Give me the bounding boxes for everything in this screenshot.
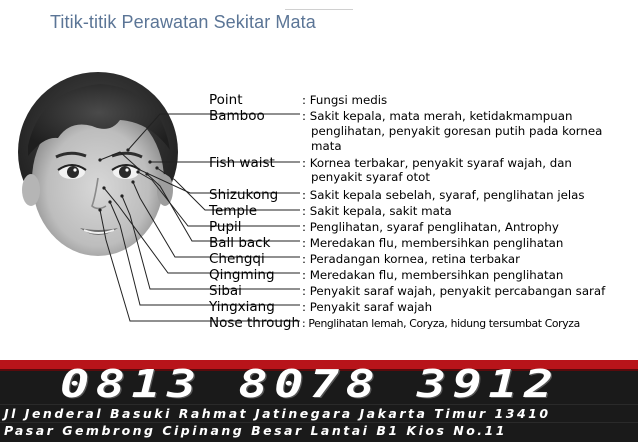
top-divider bbox=[285, 9, 353, 10]
point-desc: : Penglihatan lemah, Coryza, hidung tersumbat Coryza bbox=[302, 317, 580, 330]
point-desc: : Penglihatan, syaraf penglihatan, Antrophy bbox=[302, 220, 559, 234]
point-name: Fish waist bbox=[209, 155, 275, 171]
point-desc: : Meredakan flu, membersihkan penglihatan bbox=[302, 268, 564, 282]
phone-number: 0813 8078 3912 bbox=[60, 362, 560, 406]
address-line-1: Jl Jenderal Basuki Rahmat Jatinegara Jakarta Timur 13410 bbox=[4, 406, 551, 421]
point-desc-continued: mata bbox=[311, 139, 342, 153]
point-name: Nose through bbox=[209, 315, 301, 331]
face-illustration bbox=[0, 60, 210, 270]
point-desc: : Penyakit saraf wajah bbox=[302, 300, 433, 314]
point-name: Pupil bbox=[209, 219, 242, 235]
point-desc: : Sakit kepala, mata merah, ketidakmampuan bbox=[302, 109, 573, 123]
point-name: Qingming bbox=[209, 267, 275, 283]
point-name: Temple bbox=[209, 203, 258, 219]
point-name: Yingxiang bbox=[209, 299, 275, 315]
point-name: Chengqi bbox=[209, 251, 265, 267]
point-name: Sibai bbox=[209, 283, 242, 299]
point-desc: : Meredakan flu, membersihkan penglihatan bbox=[302, 236, 564, 250]
point-name: Bamboo bbox=[209, 108, 265, 124]
header-point: Point bbox=[209, 92, 243, 108]
point-name: Shizukong bbox=[209, 187, 279, 203]
point-desc: : Sakit kepala, sakit mata bbox=[302, 204, 452, 218]
header-function: : Fungsi medis bbox=[302, 93, 388, 107]
address-line-2: Pasar Gembrong Cipinang Besar Lantai B1 Kios No.11 bbox=[4, 423, 507, 438]
point-desc-continued: penglihatan, penyakit goresan putih pada kornea bbox=[311, 124, 603, 138]
point-desc: : Peradangan kornea, retina terbakar bbox=[302, 252, 520, 266]
page-title: Titik-titik Perawatan Sekitar Mata bbox=[50, 12, 316, 32]
point-name: Ball back bbox=[209, 235, 271, 251]
point-desc: : Sakit kepala sebelah, syaraf, penglihatan jelas bbox=[302, 188, 585, 202]
point-desc: : Kornea terbakar, penyakit syaraf wajah, dan bbox=[302, 156, 572, 170]
contact-banner bbox=[0, 360, 638, 442]
point-desc-continued: penyakit syaraf otot bbox=[311, 170, 430, 184]
point-desc: : Penyakit saraf wajah, penyakit percabangan saraf bbox=[302, 284, 606, 298]
